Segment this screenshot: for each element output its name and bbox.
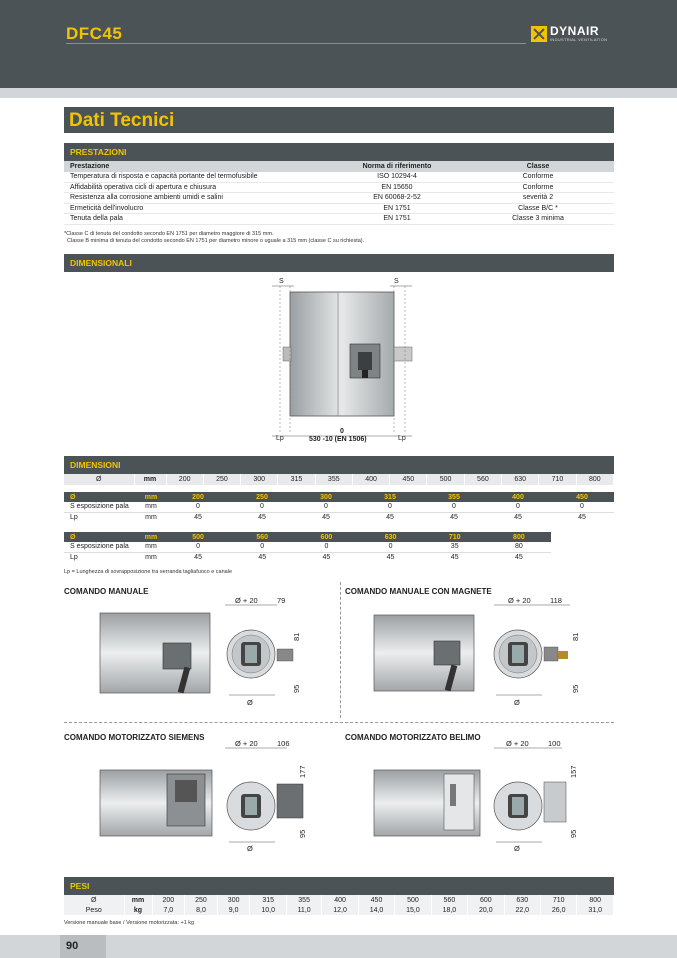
cell: 500: [166, 532, 230, 542]
cell: 560: [431, 895, 467, 905]
section-prestazioni-title: PRESTAZIONI: [70, 147, 127, 157]
cell: 710: [423, 532, 487, 542]
table-row: [64, 895, 614, 905]
cell: mm: [136, 492, 166, 502]
cell: severità 2: [462, 193, 614, 204]
pesi-table: [64, 895, 614, 915]
cell: 315: [250, 895, 286, 905]
cell: 0: [550, 502, 614, 512]
cell: 0: [358, 502, 422, 512]
diam-cell: 560: [464, 474, 501, 485]
cell: EN 1751: [332, 214, 462, 225]
unit-label: mm: [134, 474, 166, 485]
cell: 355: [422, 492, 486, 502]
label-lp-left: Lp: [276, 435, 284, 442]
dim-height-bottom: 95: [292, 684, 301, 693]
dim-diam: Ø: [247, 698, 253, 707]
cell: 45: [450, 513, 458, 521]
cell: kg: [124, 905, 152, 915]
cell: 0: [166, 502, 230, 512]
cell: 800: [577, 895, 614, 905]
cell: 600: [468, 895, 504, 905]
table-row: [64, 512, 614, 522]
diam-cell: 500: [427, 474, 464, 485]
note-line: *Classe C di tenuta del condotto secondo EN 1751 per diametro maggiore di 315 mm.: [64, 231, 274, 237]
dim-height-top: 81: [292, 632, 301, 641]
cell: mm: [145, 553, 157, 561]
cell: Resistenza alla corrosione ambienti umidi e salini: [64, 193, 332, 204]
label-s-right: S: [394, 278, 399, 285]
cell: S esposizione pala: [64, 502, 136, 512]
cell: 0: [294, 542, 358, 552]
label-length: 530 -10 (EN 1506): [309, 436, 367, 443]
cell: 0: [358, 542, 422, 552]
cell: 20,0: [468, 905, 504, 915]
diameters-row: [64, 474, 614, 485]
dimensioni-note: Lp = Lunghezza di sovrapposizione tra serranda tagliafuoco e canale: [64, 569, 233, 575]
cell: 26,0: [540, 905, 576, 915]
cell: 250: [185, 895, 218, 905]
cell: Affidabilità operativa cicli di apertura e chiusura: [64, 182, 332, 193]
cell: Conforme: [462, 172, 614, 183]
cell: 12,0: [322, 905, 358, 915]
dim-width: 106: [277, 740, 290, 748]
cell: mm: [124, 895, 152, 905]
brand-mark-icon: [531, 26, 547, 42]
dim-diam: Ø: [247, 844, 253, 853]
section-dimensionali: [64, 254, 614, 272]
damper-side-drawing: [250, 272, 440, 448]
cell: 45: [578, 513, 586, 521]
cell: 45: [386, 553, 395, 561]
table-header-row: [64, 161, 614, 172]
dim-height-top: 157: [569, 765, 578, 778]
cell: 45: [322, 513, 330, 521]
drawing-comando-siemens: [95, 740, 325, 855]
cell: 80: [487, 542, 551, 552]
cell: Tenuta della pala: [64, 214, 332, 225]
cell: 15,0: [395, 905, 431, 915]
cell: 45: [194, 513, 202, 521]
cell: 500: [395, 895, 431, 905]
table-row: [64, 502, 614, 512]
section-prestazioni: [64, 143, 614, 161]
cell: 9,0: [217, 905, 250, 915]
cell: 400: [486, 492, 550, 502]
comando-magnete-title: COMANDO MANUALE CON MAGNETE: [345, 587, 492, 596]
cell: 450: [550, 492, 614, 502]
cell: 355: [286, 895, 321, 905]
cell: EN 60068-2-52: [332, 193, 462, 204]
cell: 45: [514, 553, 523, 561]
pesi-note: Versione manuale base / Versione motorizzata: +1 kg: [64, 920, 195, 926]
diam-cell: 315: [278, 474, 315, 485]
cell: mm: [136, 542, 166, 552]
brand-logo: [531, 26, 607, 42]
cell: 0: [166, 542, 230, 552]
dim-width: 118: [550, 596, 562, 605]
cell: S esposizione pala: [64, 542, 136, 552]
cell: Ø: [64, 492, 136, 502]
dim-diam-plus: Ø + 20: [508, 596, 531, 605]
cell: 710: [540, 895, 576, 905]
cell: Ø: [64, 895, 124, 905]
section-dimensioni: [64, 456, 614, 474]
dim-width: 100: [548, 740, 561, 748]
cell: Ø: [64, 532, 136, 542]
cell: 300: [217, 895, 250, 905]
cell: Classe 3 minima: [462, 214, 614, 225]
table-row: [64, 542, 551, 552]
cell: 0: [294, 502, 358, 512]
label-lp-right: Lp: [398, 435, 406, 442]
dim-height-bottom: 95: [298, 829, 307, 838]
cell: 630: [504, 895, 540, 905]
col-classe: Classe: [462, 161, 614, 172]
table-header-row: [64, 532, 551, 542]
dim-width: 79: [277, 596, 286, 605]
dim-height-bottom: 95: [571, 684, 580, 693]
cell: 45: [450, 553, 459, 561]
section-dimensionali-title: DIMENSIONALI: [70, 258, 132, 268]
cell: 18,0: [431, 905, 467, 915]
cell: 560: [230, 532, 294, 542]
header-strip: [0, 88, 677, 98]
page-number: 90: [66, 940, 79, 952]
diam-cell: 400: [352, 474, 389, 485]
cell: 800: [487, 532, 551, 542]
cell: 45: [386, 513, 394, 521]
col-norma: Norma di riferimento: [332, 161, 462, 172]
table-row: [64, 552, 551, 562]
diam-cell: 355: [315, 474, 352, 485]
cell: 600: [294, 532, 358, 542]
section-pesi-title: PESI: [70, 881, 90, 891]
diam-cell: 450: [390, 474, 427, 485]
comando-belimo-title: COMANDO MOTORIZZATO BELIMO: [345, 733, 481, 742]
cell: mm: [136, 532, 166, 542]
diam-cell: 250: [203, 474, 240, 485]
cell: 400: [322, 895, 358, 905]
cell: 35: [423, 542, 487, 552]
diam-cell: 710: [539, 474, 576, 485]
cell: Peso: [64, 905, 124, 915]
header-band: [0, 0, 677, 88]
col-prestazione: Prestazione: [64, 161, 332, 172]
dim-height-top: 177: [298, 765, 307, 778]
cell: Ermeticità dell'involucro: [64, 203, 332, 214]
cell: 10,0: [250, 905, 286, 915]
cell: 11,0: [286, 905, 321, 915]
diam-cell: 300: [241, 474, 278, 485]
dim-diam-plus: Ø + 20: [506, 740, 529, 748]
divider: [340, 582, 341, 718]
cell: ISO 10294-4: [332, 172, 462, 183]
cell: 0: [486, 502, 550, 512]
brand-name: DYNAIR: [550, 24, 600, 38]
cell: 7,0: [152, 905, 185, 915]
diam-label: Ø: [64, 474, 134, 485]
diam-cell: 800: [576, 474, 613, 485]
table-row: [64, 193, 614, 204]
dimensions-table-1: [64, 492, 614, 522]
section-dimensioni-title: DIMENSIONI: [70, 460, 121, 470]
cell: Lp: [70, 513, 78, 521]
header-rule: [66, 43, 526, 44]
prestazioni-notes: [64, 231, 364, 245]
cell: 45: [322, 553, 331, 561]
diam-cell: 200: [166, 474, 203, 485]
dim-diam-plus: Ø + 20: [235, 740, 258, 748]
cell: 200: [166, 492, 230, 502]
cell: EN 1751: [332, 203, 462, 214]
cell: 8,0: [185, 905, 218, 915]
table-row: [64, 172, 614, 183]
diam-cell: 630: [502, 474, 539, 485]
drawing-comando-manuale: [95, 595, 325, 710]
drawing-comando-belimo: [372, 740, 602, 855]
cell: EN 15650: [332, 182, 462, 193]
dim-height-bottom: 95: [569, 829, 578, 838]
cell: 250: [230, 492, 294, 502]
dim-height-top: 81: [571, 632, 580, 641]
cell: 45: [194, 553, 202, 561]
page-title: Dati Tecnici: [69, 110, 175, 131]
cell: Classe B/C *: [462, 203, 614, 214]
cell: Conforme: [462, 182, 614, 193]
table-header-row: [64, 492, 614, 502]
divider: [64, 722, 614, 723]
table-row: [64, 203, 614, 214]
cell: 0: [230, 502, 294, 512]
note-line: Classe B minima di tenuta del condotto secondo EN 1751 per diametro minore o uguale a 315 mm (classe C su richiesta).: [67, 238, 365, 244]
comando-manuale-title: COMANDO MANUALE: [64, 587, 149, 596]
prestazioni-table: [64, 161, 614, 225]
cell: 14,0: [358, 905, 394, 915]
cell: 0: [230, 542, 294, 552]
cell: 300: [294, 492, 358, 502]
cell: 22,0: [504, 905, 540, 915]
cell: 315: [358, 492, 422, 502]
cell: 45: [258, 553, 267, 561]
section-pesi: [64, 877, 614, 895]
cell: Lp: [70, 553, 78, 561]
page-number-box: [60, 935, 106, 958]
cell: 45: [514, 513, 522, 521]
table-row: [64, 214, 614, 225]
cell: 450: [358, 895, 394, 905]
table-row: [64, 182, 614, 193]
cell: mm: [136, 502, 166, 512]
brand-subtitle: INDUSTRIAL VENTILATION: [550, 37, 608, 42]
dim-diam-plus: Ø + 20: [235, 596, 258, 605]
cell: mm: [145, 513, 157, 521]
table-row: [64, 905, 614, 915]
cell: Temperatura di risposta e capacità portante del termofusibile: [64, 172, 332, 183]
footer: [0, 935, 677, 958]
cell: 31,0: [577, 905, 614, 915]
product-code: DFC45: [66, 24, 123, 43]
comando-siemens-title: COMANDO MOTORIZZATO SIEMENS: [64, 733, 205, 742]
dimensions-table-2: [64, 532, 551, 562]
cell: 45: [258, 513, 266, 521]
label-zero: 0: [340, 428, 344, 435]
label-s-left: S: [279, 278, 284, 285]
cell: 200: [152, 895, 185, 905]
dim-diam: Ø: [514, 698, 520, 707]
cell: 0: [422, 502, 486, 512]
dim-diam: Ø: [514, 844, 520, 853]
drawing-comando-magnete: [372, 595, 602, 710]
cell: 630: [358, 532, 422, 542]
page-title-bar: [64, 107, 614, 133]
